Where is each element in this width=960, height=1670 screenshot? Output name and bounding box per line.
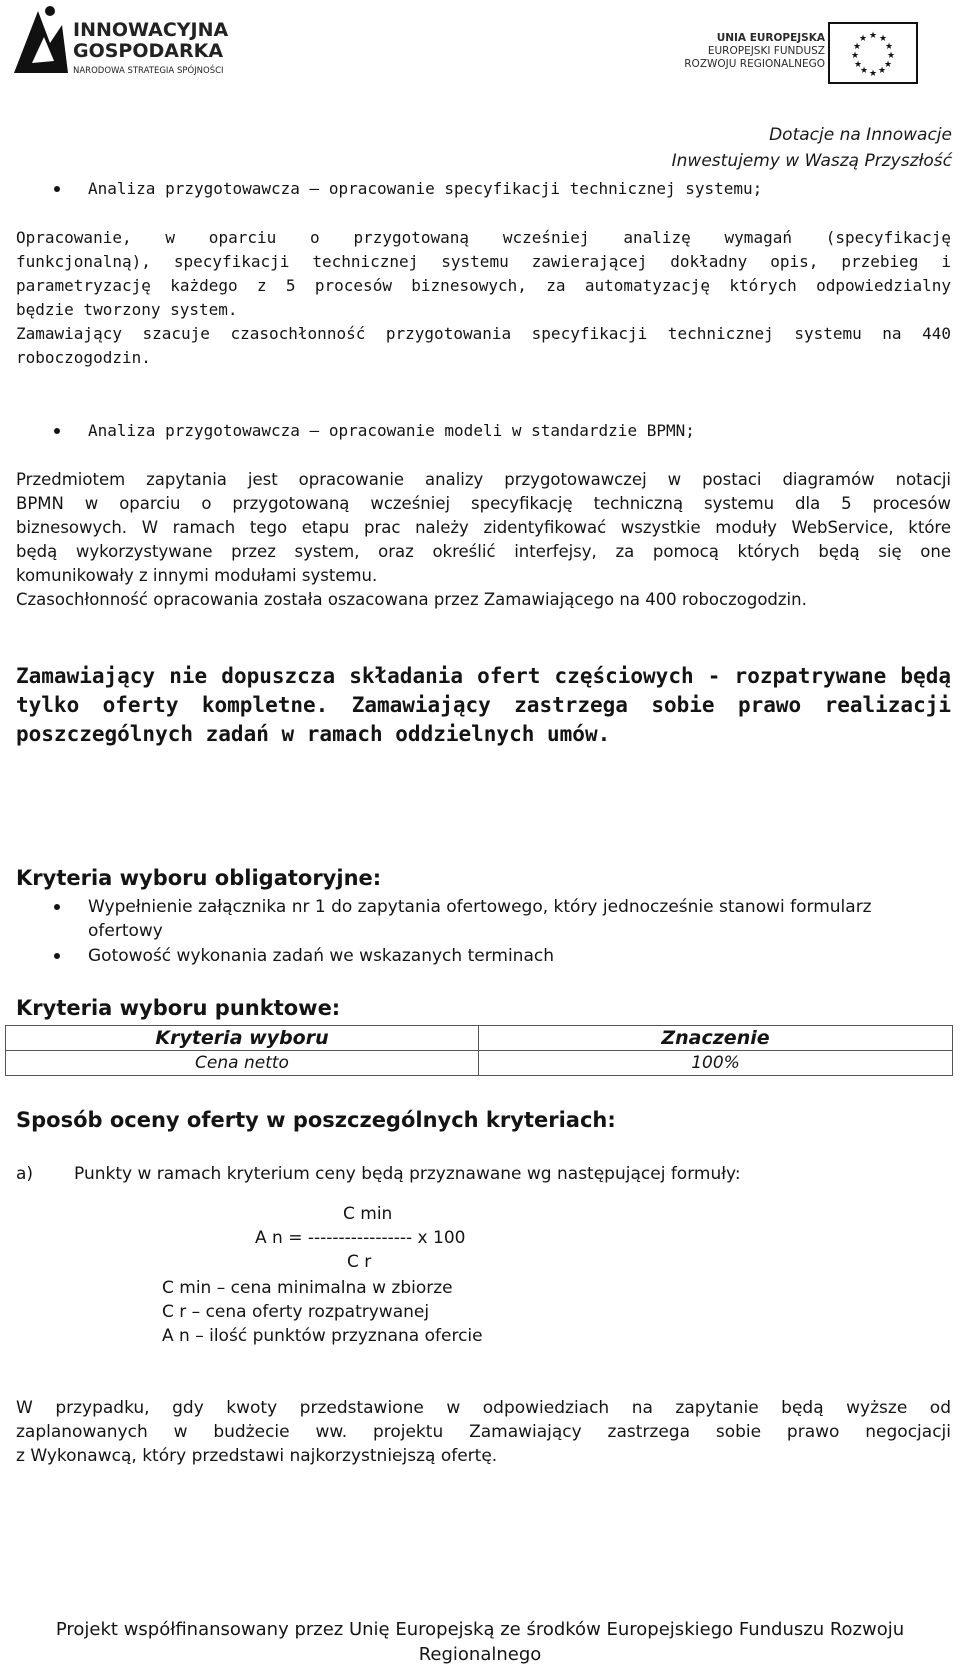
footer: [0, 1617, 960, 1667]
footer-line: Regionalnego: [418, 1644, 542, 1665]
svg-text:★: ★: [884, 42, 894, 52]
innowacyjna-gospodarka-logo: [10, 3, 270, 83]
section1-estimate-end: roboczogodzin.: [16, 348, 151, 367]
criteria-table: [5, 1025, 953, 1076]
svg-text:★: ★: [853, 60, 863, 70]
obligatory-criteria-text: Wypełnienie załącznika nr 1 do zapytania ofertowego, który jednocześnie stanowi formularz: [88, 897, 872, 917]
svg-text:★: ★: [858, 34, 868, 44]
table-header-cell: Znaczenie: [479, 1026, 953, 1051]
evaluation-item-text: Punkty w ramach kryterium ceny będą przyznawane wg następującej formuły:: [74, 1164, 741, 1184]
section2-para-line: BPMN w oparciu o przygotowaną wcześniej specyfikację techniczną systemu dla 5 procesów: [16, 494, 951, 513]
obligatory-criteria-text-cont: ofertowy: [88, 921, 163, 941]
svg-text:★: ★: [859, 66, 869, 76]
slogan-line1: Dotacje na Innowacje: [769, 125, 952, 145]
logo-brand-line1: INNOWACYJNA: [73, 19, 229, 41]
section2-para-line: biznesowych. W ramach tego etapu prac należy zidentyfikować wszystkie moduły WebService, które: [16, 518, 951, 537]
table-row: [6, 1051, 953, 1076]
closing-line: zaplanowanych w budżecie ww. projektu Zamawiający zastrzega sobie prawo negocjacji: [16, 1422, 951, 1442]
eu-logo-text: [675, 32, 825, 71]
eu-logo-line1: UNIA EUROPEJSKA: [716, 32, 825, 44]
bullet-icon: [54, 953, 60, 959]
formula-numerator: C min: [343, 1204, 393, 1224]
table-cell: 100%: [479, 1051, 953, 1076]
table-header-row: [6, 1026, 953, 1051]
closing-line: W przypadku, gdy kwoty przedstawione w odpowiedziach na zapytanie będą wyższe od: [16, 1398, 951, 1418]
obligatory-criteria-item: [16, 945, 956, 969]
eu-logo: [675, 22, 925, 86]
table-cell: Cena netto: [6, 1051, 479, 1076]
svg-text:★: ★: [886, 51, 896, 61]
closing-line: z Wykonawcą, który przedstawi najkorzystniejszą ofertę.: [16, 1446, 498, 1466]
bullet-icon: [54, 904, 60, 910]
formula-denominator: C r: [347, 1252, 372, 1272]
formula-legend-item: C min – cena minimalna w zbiorze: [162, 1278, 453, 1298]
footer-line: Projekt współfinansowany przez Unię Europejską ze środków Europejskiego Funduszu Rozwoju: [55, 1619, 905, 1640]
section1-estimate: Zamawiający szacuje czasochłonność przygotowania specyfikacji technicznej systemu na 440: [16, 324, 951, 343]
section2-para-line: będą wykorzystywane przez system, oraz określić interfejsy, za pomocą których będą się one: [16, 542, 951, 561]
section2-paragraph: [16, 468, 951, 612]
slogan-line2: Inwestujemy w Waszą Przyszłość: [671, 151, 952, 171]
points-criteria-title: Kryteria wyboru punktowe:: [16, 996, 341, 1020]
formula-legend-item: A n – ilość punktów przyznana ofercie: [162, 1326, 483, 1346]
section2-para-line: Przedmiotem zapytania jest opracowanie analizy przygotowawczej w postaci diagramów notacji: [16, 470, 951, 489]
section2-bullet: [16, 420, 916, 444]
eu-logo-line2: EUROPEJSKI FUNDUSZ: [707, 45, 825, 57]
section1-para-line: Opracowanie, w oparciu o przygotowaną wcześniej analizę wymagań (specyfikację: [16, 228, 951, 247]
notice-line: Zamawiający nie dopuszcza składania ofert częściowych - rozpatrywane będą: [16, 664, 951, 688]
logo-subtitle: NARODOWA STRATEGIA SPÓJNOŚCI: [73, 66, 224, 76]
section1-para-line: funkcjonalną), specyfikacji technicznej systemu zawierającej dokładny opis, przebieg i: [16, 252, 951, 271]
eu-flag-icon: [828, 22, 918, 84]
bullet-icon: [54, 186, 60, 192]
eu-logo-line3: ROZWOJU REGIONALNEGO: [684, 58, 825, 70]
svg-text:★: ★: [883, 60, 893, 70]
closing-paragraph: [16, 1396, 951, 1468]
section1-bullet: [16, 178, 916, 202]
obligatory-criteria-title: Kryteria wyboru obligatoryjne:: [16, 866, 382, 890]
notice-line: tylko oferty kompletne. Zamawiający zastrzega sobie prawo realizacji: [16, 693, 951, 717]
svg-text:★: ★: [877, 66, 887, 76]
section1-para-line: parametryzację każdego z 5 procesów biznesowych, za automatyzację których odpowiedzialny: [16, 276, 951, 295]
section2-estimate: Czasochłonność opracowania została oszacowana przez Zamawiającego na 400 roboczogodzin.: [16, 590, 807, 609]
formula-legend: [162, 1276, 483, 1348]
section1-paragraph: [16, 226, 951, 370]
table-header-cell: Kryteria wyboru: [6, 1026, 479, 1051]
obligatory-criteria-text: Gotowość wykonania zadań we wskazanych terminach: [88, 946, 554, 966]
svg-text:★: ★: [868, 31, 878, 41]
section1-para-line: będzie tworzony system.: [16, 300, 238, 319]
svg-text:★: ★: [850, 51, 860, 61]
partial-offers-notice: [16, 662, 951, 749]
evaluation-title: Sposób oceny oferty w poszczególnych kryteriach:: [16, 1108, 616, 1132]
svg-text:★: ★: [878, 34, 888, 44]
evaluation-item-marker: a): [16, 1164, 34, 1184]
notice-line: poszczególnych zadań w ramach oddzielnych umów.: [16, 722, 611, 746]
obligatory-criteria-item: [16, 896, 956, 920]
svg-text:★: ★: [852, 42, 862, 52]
slogan: [672, 122, 952, 174]
section1-bullet-text: Analiza przygotowawcza – opracowanie specyfikacji technicznej systemu;: [88, 179, 763, 198]
svg-text:★: ★: [868, 69, 878, 79]
bullet-icon: [54, 428, 60, 434]
formula-main: A n = ----------------- x 100: [255, 1228, 466, 1248]
section2-para-line: komunikowały z innymi modułami systemu.: [16, 566, 378, 585]
formula-legend-item: C r – cena oferty rozpatrywanej: [162, 1302, 430, 1322]
logo-brand-line2: GOSPODARKA: [73, 40, 224, 62]
section2-bullet-text: Analiza przygotowawcza – opracowanie modeli w standardzie BPMN;: [88, 421, 695, 440]
